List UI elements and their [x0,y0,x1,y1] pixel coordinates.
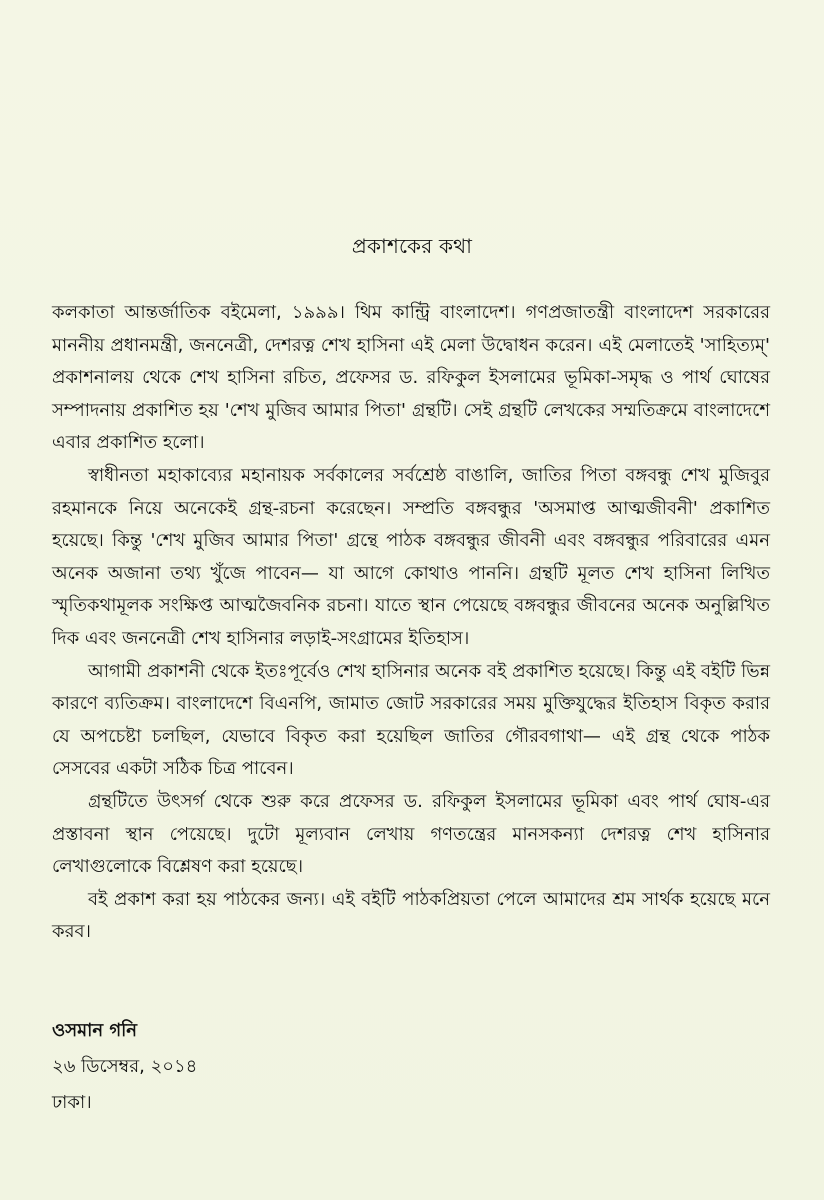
paragraph-closing: বই প্রকাশ করা হয় পাঠকের জন্য। এই বইটি পাঠকপ্রিয়তা পেলে আমাদের শ্রম সার্থক হয়েছে মনে করব। [52,888,770,943]
document-body [52,297,770,949]
page-title: প্রকাশকের কথা [351,234,473,258]
paragraph-bangabandhu: স্বাধীনতা মহাকাব্যের মহানায়ক সর্বকালের সর্বশ্রেষ্ঠ বাঙালি, জাতির পিতা বঙ্গবন্ধু শেখ মুজিবুর রহমানকে নিয়ে অনেকেই গ্রন্থ-রচনা করেছেন। সম্প্রতি বঙ্গবন্ধুর 'অসমাপ্ত আত্মজীবনী' প্রকাশিত হয়েছে। কিন্তু 'শেখ মুজিব আমার পিতা' গ্রন্থে পাঠক বঙ্গবন্ধুর জীবনী এবং বঙ্গবন্ধুর পরিবারের এমন অনেক অজানা তথ্য খুঁজে পাবেন— যা আগে কোথাও পাননি। গ্রন্থটি মূলত শেখ হাসিনা লিখিত স্মৃতিকথামূলক সংক্ষিপ্ত আত্মজৈবনিক রচনা। যাতে স্থান পেয়েছে বঙ্গবন্ধুর জীবনের অনেক অনুল্লিখিত দিক এবং জননেত্রী শেখ হাসিনার লড়াই-সংগ্রামের ইতিহাস। [52,464,770,649]
signature-block [52,1013,452,1121]
signature-place: ঢাকা। [52,1092,92,1113]
paragraph-agami: আগামী প্রকাশনী থেকে ইতঃপূর্বেও শেখ হাসিনার অনেক বই প্রকাশিত হয়েছে। কিন্তু এই বইটি ভিন্ন কারণে ব্যতিক্রম। বাংলাদেশে বিএনপি, জামাত জোট সরকারের সময় মুক্তিযুদ্ধের ইতিহাস বিকৃত করার যে অপচেষ্টা চলছিল, যেভাবে বিকৃত করা হয়েছিল জাতির গৌরবগাথা— এই গ্রন্থ থেকে পাঠক সেসবের একটা সঠিক চিত্র পাবেন। [52,660,770,780]
signature-name: ওসমান গনি [52,1020,138,1041]
paragraph-contents: গ্রন্থটিতে উৎসর্গ থেকে শুরু করে প্রফেসর ড. রফিকুল ইসলামের ভূমিকা এবং পার্থ ঘোষ-এর প্রস্তাবনা স্থান পেয়েছে। দুটো মূল্যবান লেখায় গণতন্ত্রের মানসকন্যা দেশরত্ন শেখ হাসিনার লেখাগুলোকে বিশ্লেষণ করা হয়েছে। [52,790,770,878]
signature-date: ২৬ ডিসেম্বর, ২০১৪ [52,1056,198,1077]
paragraph-intro: কলকাতা আন্তর্জাতিক বইমেলা, ১৯৯৯। থিম কান্ট্রি বাংলাদেশ। গণপ্রজাতন্ত্রী বাংলাদেশ সরকারের মাননীয় প্রধানমন্ত্রী, জননেত্রী, দেশরত্ন শেখ হাসিনা এই মেলা উদ্বোধন করেন। এই মেলাতেই 'সাহিত্যম্' প্রকাশনালয় থেকে শেখ হাসিনা রচিত, প্রফেসর ড. রফিকুল ইসলামের ভূমিকা-সমৃদ্ধ ও পার্থ ঘোষের সম্পাদনায় প্রকাশিত হয় 'শেখ মুজিব আমার পিতা' গ্রন্থটি। সেই গ্রন্থটি লেখকের সম্মতিক্রমে বাংলাদেশে এবার প্রকাশিত হলো। [52,302,770,454]
